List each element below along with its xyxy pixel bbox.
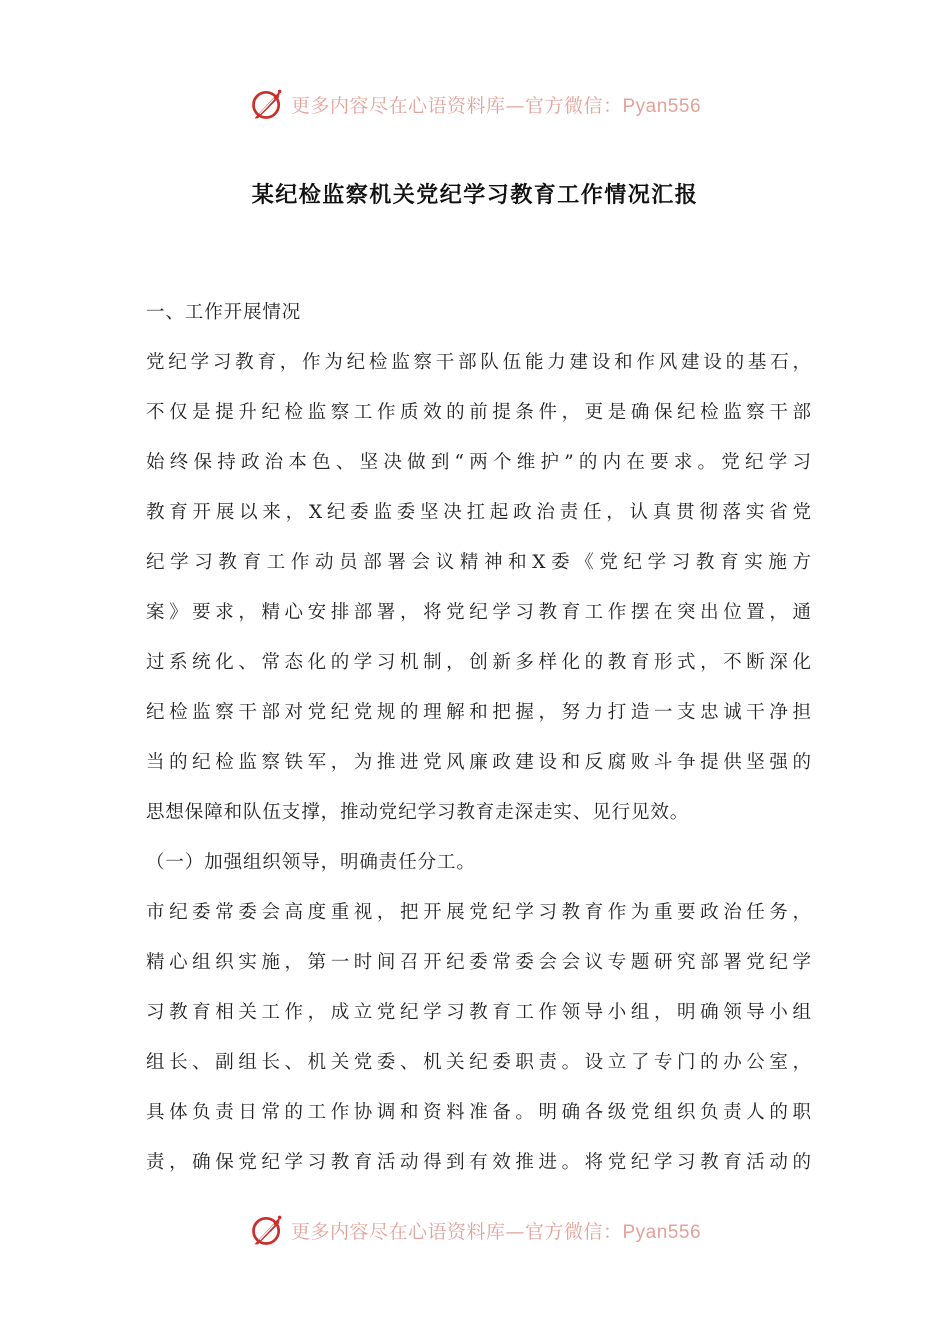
subsection-heading: （一）加强组织领导，明确责任分工。 xyxy=(146,852,476,873)
paragraph-line: 精心组织实施，第一时间召开纪委常委会会议专题研究部署党纪学 xyxy=(146,952,811,973)
watermark-banner-bottom xyxy=(0,1210,950,1250)
watermark-text-cn: 更多内容尽在心语资料库—官方微信： xyxy=(290,1220,623,1243)
paragraph-line: 责，确保党纪学习教育活动得到有效推进。将党纪学习教育活动的 xyxy=(146,1152,811,1173)
watermark-text-en: Pyan556 xyxy=(622,1221,702,1243)
paragraph-line: 纪检监察干部对党纪党规的理解和把握，努力打造一支忠诚干净担 xyxy=(146,702,811,723)
paragraph-line: 习教育相关工作，成立党纪学习教育工作领导小组，明确领导小组 xyxy=(146,1002,811,1023)
watermark-banner-top xyxy=(0,84,950,124)
pen-logo-icon xyxy=(249,1212,285,1248)
watermark-text xyxy=(291,1217,701,1244)
document-body xyxy=(146,288,811,1188)
paragraph-line: 市纪委常委会高度重视，把开展党纪学习教育作为重要政治任务， xyxy=(146,902,811,923)
paragraph-line: 当的纪检监察铁军，为推进党风廉政建设和反腐败斗争提供坚强的 xyxy=(146,752,811,773)
paragraph-line: 具体负责日常的工作协调和资料准备。明确各级党组织负责人的职 xyxy=(146,1102,811,1123)
section-heading: 一、工作开展情况 xyxy=(146,302,302,323)
paragraph-line: 案》要求，精心安排部署，将党纪学习教育工作摆在突出位置，通 xyxy=(146,602,811,623)
paragraph-line: 教育开展以来，X纪委监委坚决扛起政治责任，认真贯彻落实省党 xyxy=(146,502,811,523)
paragraph-line: 过系统化、常态化的学习机制，创新多样化的教育形式，不断深化 xyxy=(146,652,811,673)
watermark-text xyxy=(291,91,701,118)
paragraph-line: 不仅是提升纪检监察工作质效的前提条件，更是确保纪检监察干部 xyxy=(146,402,811,423)
paragraph-line: 党纪学习教育，作为纪检监察干部队伍能力建设和作风建设的基石， xyxy=(146,352,811,373)
watermark-text-en: Pyan556 xyxy=(622,95,702,117)
document-title: 某纪检监察机关党纪学习教育工作情况汇报 xyxy=(251,182,699,208)
paragraph-line: 始终保持政治本色、坚决做到“两个维护”的内在要求。党纪学习 xyxy=(146,452,811,473)
pen-logo-icon xyxy=(249,86,285,122)
paragraph-line: 组长、副组长、机关党委、机关纪委职责。设立了专门的办公室， xyxy=(146,1052,811,1073)
watermark-text-cn: 更多内容尽在心语资料库—官方微信： xyxy=(290,94,623,117)
paragraph-line: 思想保障和队伍支撑，推动党纪学习教育走深走实、见行见效。 xyxy=(146,802,690,823)
paragraph-line: 纪学习教育工作动员部署会议精神和X委《党纪学习教育实施方 xyxy=(146,552,811,573)
